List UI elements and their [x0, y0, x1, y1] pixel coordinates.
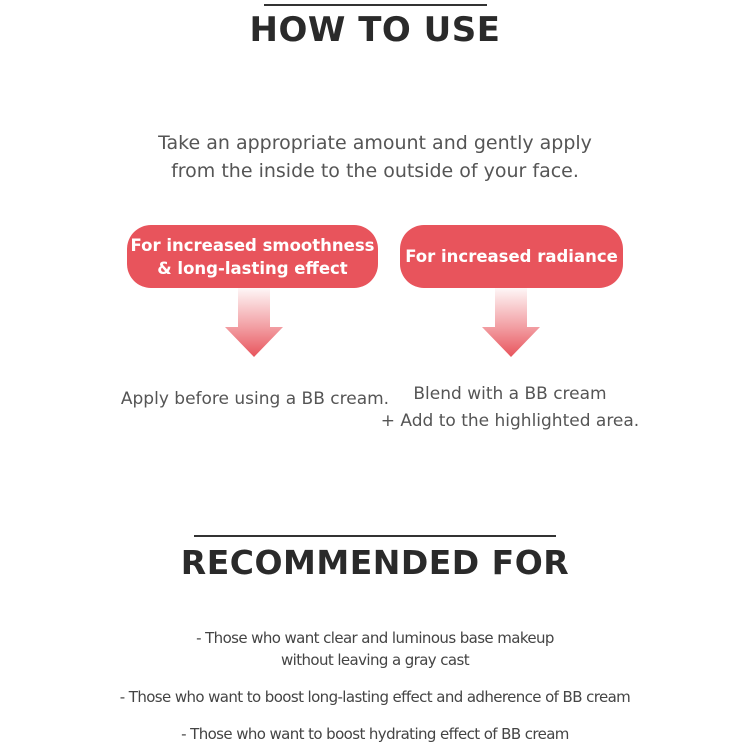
intro-line: from the inside to the outside of your face.: [171, 160, 579, 182]
recommendation-item: [0, 686, 750, 708]
radiance-instruction: [370, 381, 650, 435]
recommendation-line: - Those who want clear and luminous base makeup: [196, 629, 554, 647]
recommendation-line: - Those who want to boost long-lasting effect and adherence of BB cream: [119, 688, 631, 706]
recommendation-line: without leaving a gray cast: [280, 651, 469, 669]
down-arrow-icon: [481, 288, 541, 358]
instruction-line: Blend with a BB cream: [413, 384, 607, 404]
down-arrow-icon: [224, 288, 284, 358]
intro-line: Take an appropriate amount and gently apply: [158, 132, 592, 154]
recommendation-item: [0, 627, 750, 671]
badge-label-line: For increased smoothness: [130, 235, 375, 255]
instruction-line: Apply before using a BB cream.: [120, 389, 390, 409]
how-to-use-heading: HOW TO USE: [249, 10, 501, 50]
how-to-use-divider: [264, 4, 487, 6]
how-to-use-intro: [0, 129, 750, 185]
radiance-option-badge: [400, 225, 623, 288]
recommended-for-divider: [194, 535, 556, 537]
badge-label-line: & long-lasting effect: [157, 258, 348, 278]
badge-label-line: For increased radiance: [405, 247, 618, 266]
recommended-for-heading: RECOMMENDED FOR: [180, 543, 570, 582]
recommendation-line: - Those who want to boost hydrating effect of BB cream: [181, 725, 569, 743]
instruction-line: + Add to the highlighted area.: [380, 411, 640, 431]
recommendation-item: [0, 723, 750, 745]
smoothness-option-badge: [127, 225, 378, 288]
smoothness-instruction: [110, 386, 400, 413]
